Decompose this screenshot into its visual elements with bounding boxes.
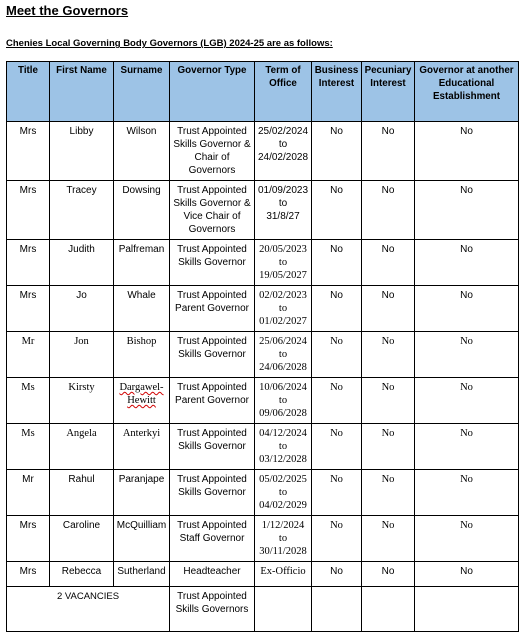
cell-business: No: [312, 378, 362, 424]
table-row: [7, 378, 519, 424]
cell-title: Mrs: [7, 240, 50, 286]
cell-surname: Wilson: [114, 122, 170, 181]
cell-first-name: Rebecca: [50, 562, 114, 587]
cell-first-name: Tracey: [50, 181, 114, 240]
cell-business: No: [312, 181, 362, 240]
cell-title: Ms: [7, 424, 50, 470]
cell-title: Ms: [7, 378, 50, 424]
cell-other: No: [415, 286, 519, 332]
header-governor-type: Governor Type: [170, 62, 255, 122]
cell-surname: Palfreman: [114, 240, 170, 286]
cell-governor-type: Trust Appointed Parent Governor: [170, 286, 255, 332]
cell-surname: Dargawel-Hewitt: [114, 378, 170, 424]
cell-surname: Dowsing: [114, 181, 170, 240]
vacancy-business: [312, 587, 362, 632]
header-surname: Surname: [114, 62, 170, 122]
cell-governor-type: Headteacher: [170, 562, 255, 587]
header-title: Title: [7, 62, 50, 122]
cell-pecuniary: No: [362, 286, 415, 332]
governors-table: [6, 61, 519, 632]
cell-first-name: Kirsty: [50, 378, 114, 424]
cell-business: No: [312, 240, 362, 286]
header-other-establishment: Governor at another Educational Establishment: [415, 62, 519, 122]
cell-title: Mrs: [7, 562, 50, 587]
vacancy-term: [255, 587, 312, 632]
cell-surname: Bishop: [114, 332, 170, 378]
cell-other: No: [415, 424, 519, 470]
cell-term: 1/12/2024 to 30/11/2028: [255, 516, 312, 562]
cell-first-name: Judith: [50, 240, 114, 286]
cell-pecuniary: No: [362, 181, 415, 240]
cell-surname: Anterkyi: [114, 424, 170, 470]
cell-term: 25/02/2024 to 24/02/2028: [255, 122, 312, 181]
cell-surname: Whale: [114, 286, 170, 332]
cell-governor-type: Trust Appointed Skills Governor: [170, 332, 255, 378]
cell-business: No: [312, 562, 362, 587]
cell-business: No: [312, 332, 362, 378]
table-caption: Chenies Local Governing Body Governors (LGB) 2024-25 are as follows:: [6, 38, 333, 49]
cell-first-name: Libby: [50, 122, 114, 181]
cell-pecuniary: No: [362, 378, 415, 424]
cell-business: No: [312, 424, 362, 470]
cell-title: Mrs: [7, 122, 50, 181]
table-row: [7, 332, 519, 378]
cell-business: No: [312, 470, 362, 516]
page-title: Meet the Governors: [6, 3, 129, 18]
table-row: [7, 122, 519, 181]
cell-first-name: Angela: [50, 424, 114, 470]
cell-title: Mr: [7, 332, 50, 378]
cell-business: No: [312, 122, 362, 181]
cell-first-name: Jo: [50, 286, 114, 332]
cell-surname: McQuilliam: [114, 516, 170, 562]
cell-governor-type: Trust Appointed Skills Governor: [170, 240, 255, 286]
header-pecuniary-interest: Pecuniary Interest: [362, 62, 415, 122]
cell-title: Mrs: [7, 181, 50, 240]
vacancy-label: 2 VACANCIES: [7, 587, 170, 632]
cell-surname: Sutherland: [114, 562, 170, 587]
vacancy-row: [7, 587, 519, 632]
cell-governor-type: Trust Appointed Skills Governor & Chair of Governors: [170, 122, 255, 181]
cell-term: 20/05/2023 to 19/05/2027: [255, 240, 312, 286]
table-row: [7, 240, 519, 286]
cell-governor-type: Trust Appointed Parent Governor: [170, 378, 255, 424]
cell-surname: Paranjape: [114, 470, 170, 516]
cell-other: No: [415, 240, 519, 286]
cell-pecuniary: No: [362, 122, 415, 181]
cell-other: No: [415, 332, 519, 378]
cell-term: Ex-Officio: [255, 562, 312, 587]
cell-governor-type: Trust Appointed Skills Governor & Vice Chair of Governors: [170, 181, 255, 240]
cell-term: 10/06/2024 to 09/06/2028: [255, 378, 312, 424]
header-first-name: First Name: [50, 62, 114, 122]
cell-other: No: [415, 470, 519, 516]
cell-governor-type: Trust Appointed Skills Governor: [170, 424, 255, 470]
cell-term: 25/06/2024 to 24/06/2028: [255, 332, 312, 378]
cell-pecuniary: No: [362, 516, 415, 562]
cell-title: Mrs: [7, 516, 50, 562]
cell-term: 04/12/2024 to 03/12/2028: [255, 424, 312, 470]
cell-pecuniary: No: [362, 332, 415, 378]
table-row: [7, 470, 519, 516]
table-row: [7, 286, 519, 332]
table-row: [7, 562, 519, 587]
cell-title: Mrs: [7, 286, 50, 332]
vacancy-other: [415, 587, 519, 632]
cell-first-name: Rahul: [50, 470, 114, 516]
header-row: [7, 62, 519, 122]
cell-governor-type: Trust Appointed Staff Governor: [170, 516, 255, 562]
cell-title: Mr: [7, 470, 50, 516]
cell-pecuniary: No: [362, 470, 415, 516]
cell-term: 02/02/2023 to 01/02/2027: [255, 286, 312, 332]
cell-business: No: [312, 286, 362, 332]
cell-first-name: Jon: [50, 332, 114, 378]
cell-pecuniary: No: [362, 562, 415, 587]
cell-other: No: [415, 516, 519, 562]
cell-pecuniary: No: [362, 240, 415, 286]
cell-term: 01/09/2023 to 31/8/27: [255, 181, 312, 240]
cell-business: No: [312, 516, 362, 562]
table-row: [7, 181, 519, 240]
vacancy-governor-type: Trust Appointed Skills Governors: [170, 587, 255, 632]
cell-other: No: [415, 562, 519, 587]
cell-term: 05/02/2025 to 04/02/2029: [255, 470, 312, 516]
table-row: [7, 424, 519, 470]
cell-other: No: [415, 122, 519, 181]
vacancy-pecuniary: [362, 587, 415, 632]
cell-other: No: [415, 181, 519, 240]
header-business-interest: Business Interest: [312, 62, 362, 122]
header-term-of-office: Term of Office: [255, 62, 312, 122]
cell-governor-type: Trust Appointed Skills Governor: [170, 470, 255, 516]
cell-first-name: Caroline: [50, 516, 114, 562]
cell-pecuniary: No: [362, 424, 415, 470]
table-row: [7, 516, 519, 562]
cell-other: No: [415, 378, 519, 424]
